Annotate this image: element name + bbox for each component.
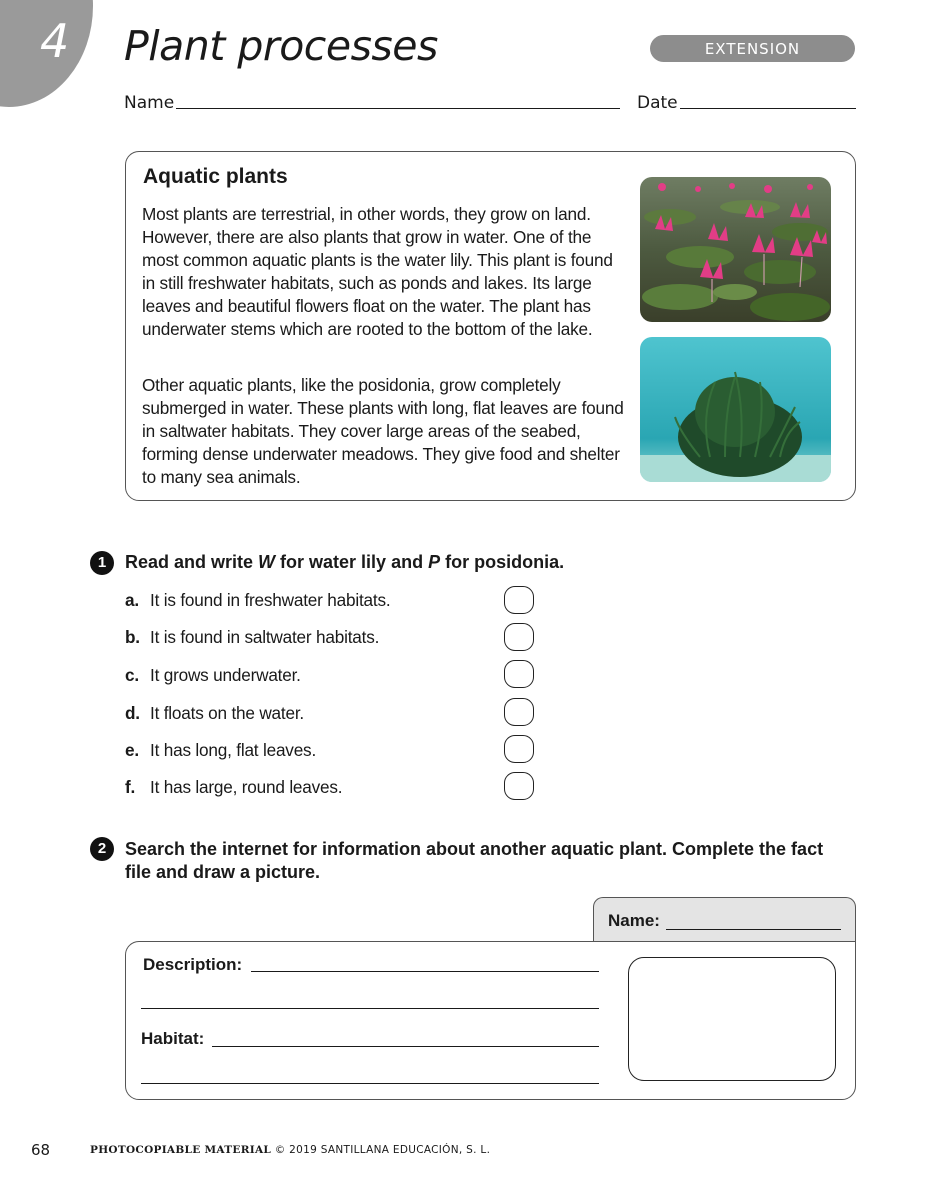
item-f: f. It has large, round leaves. [125,777,343,797]
question-2-text: Search the internet for information about another aquatic plant. Complete the fact file and draw a picture. [125,839,824,882]
description-label: Description: [143,955,243,974]
drawing-area[interactable] [628,957,836,1081]
answer-box-c[interactable] [504,660,534,688]
item-b: b. It is found in saltwater habitats. [125,627,380,647]
description-field-line-2[interactable] [141,1008,599,1009]
info-heading: Aquatic plants [143,165,288,188]
fact-file-name-field[interactable] [666,929,841,930]
extension-badge: EXTENSION [650,35,855,62]
fact-file-name-label: Name: [608,911,660,930]
name-field[interactable] [176,108,620,109]
water-lily-photo [640,177,831,322]
unit-number: 4 [40,14,70,68]
answer-box-f[interactable] [504,772,534,800]
item-d: d. It floats on the water. [125,703,304,723]
item-a: a. It is found in freshwater habitats. [125,590,391,610]
description-field-line-1[interactable] [251,971,599,972]
question-1-text: Read and write W for water lily and P for posidonia. [125,552,565,572]
page-title: Plant processes [124,22,438,70]
date-field[interactable] [680,108,856,109]
info-paragraph-1: Most plants are terrestrial, in other words, they grow on land. However, there are also plants that grow in water. One of the most common aquatic plants is the water lily. This plant is found in still freshwater habitats, such as ponds and lakes. Its large leaves and beautiful flowers float on the water. The plant has underwater stems which are rooted to the bottom of the lake. [142,204,613,339]
page-number: 68 [31,1141,51,1159]
habitat-field-line-1[interactable] [212,1046,599,1047]
question-2-number: 2 [90,837,114,861]
info-paragraph-2: Other aquatic plants, like the posidonia, grow completely submerged in water. These plants with long, flat leaves are found in saltwater habitats. They cover large areas of the seabed, forming dense underwater meadows. They give food and shelter to many sea animals. [142,375,624,487]
habitat-field-line-2[interactable] [141,1083,599,1084]
answer-box-a[interactable] [504,586,534,614]
answer-box-d[interactable] [504,698,534,726]
answer-box-e[interactable] [504,735,534,763]
item-e: e. It has long, flat leaves. [125,740,317,760]
date-label: Date [637,93,678,113]
answer-box-b[interactable] [504,623,534,651]
posidonia-photo [640,337,831,482]
name-label: Name [124,93,175,113]
question-1-number: 1 [90,551,114,575]
habitat-label: Habitat: [141,1029,205,1048]
item-c: c. It grows underwater. [125,665,301,685]
copyright-footer: PHOTOCOPIABLE MATERIAL © 2019 SANTILLANA EDUCACIÓN, S. L. [90,1144,491,1156]
